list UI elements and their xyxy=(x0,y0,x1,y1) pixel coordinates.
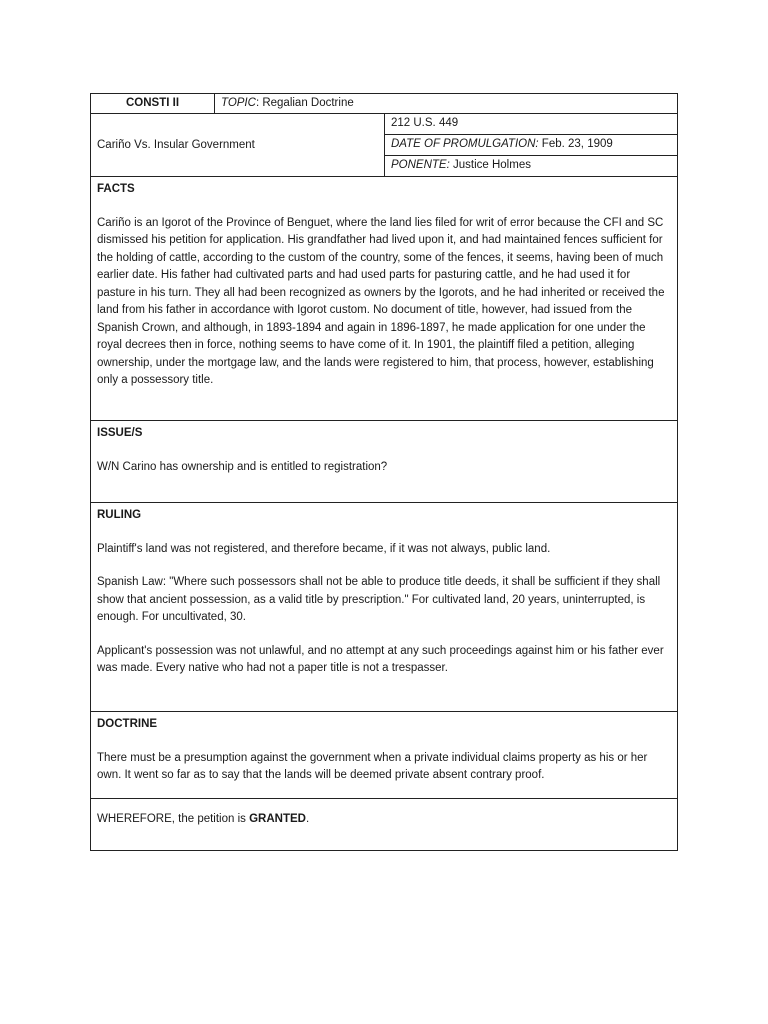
disposition-verdict: GRANTED xyxy=(249,813,306,825)
disposition-period: . xyxy=(305,813,310,825)
ruling-section xyxy=(91,503,678,712)
case-digest-table xyxy=(90,93,678,851)
doctrine-heading: DOCTRINE xyxy=(97,718,158,730)
promulgation-cell xyxy=(385,135,678,156)
issue-section xyxy=(91,421,678,503)
ponente-cell xyxy=(385,156,678,177)
citation-cell xyxy=(385,114,678,135)
issue-cell xyxy=(91,421,678,503)
case-title-cell xyxy=(91,114,385,177)
facts-heading: FACTS xyxy=(97,183,135,195)
ruling-paragraph: Plaintiff's land was not registered, and therefore became, if it was not always, public land. xyxy=(97,542,551,555)
doctrine-cell xyxy=(91,712,678,799)
case-title: Cariño Vs. Insular Government xyxy=(97,138,255,151)
issue-body: W/N Carino has ownership and is entitled to registration? xyxy=(97,460,388,473)
topic-cell xyxy=(215,94,678,114)
facts-cell xyxy=(91,177,678,421)
promulgation-date: Feb. 23, 1909 xyxy=(538,138,613,150)
citation: 212 U.S. 449 xyxy=(391,117,459,129)
header-row xyxy=(91,94,678,114)
subject-label: CONSTI II xyxy=(125,97,180,109)
disposition-cell xyxy=(91,799,678,851)
subject-cell xyxy=(91,94,215,114)
facts-section xyxy=(91,177,678,421)
ruling-cell xyxy=(91,503,678,712)
doctrine-section xyxy=(91,712,678,799)
ruling-heading: RULING xyxy=(97,509,142,521)
citation-row xyxy=(91,114,678,135)
disposition-section xyxy=(91,799,678,851)
ponente-label: PONENTE: xyxy=(391,159,450,171)
disposition-text: WHEREFORE, the petition is xyxy=(97,813,250,825)
facts-body: Cariño is an Igorot of the Province of Benguet, where the land lies filed for writ of error because the CFI and SC dismissed his petition for application. His grandfather had lived upon it, and had maintained fences sufficient for the holding of cattle, according to the custom of the country, some of the fences, it seems, having been of much earlier date. His father had cultivated parts and had used parts for pasturing cattle, and he had used it for pasture in his turn. They all had been recognized as owners by the Igorots, and he had inherited or received the land from his father in accordance with Igorot custom. No document of title, however, had issued from the Spanish Crown, and although, in 1893-1894 and again in 1896-1897, he made application for one under the royal decrees then in force, nothing seems to have come of it. In 1901, the plaintiff filed a petition, alleging ownership, under the mortgage law, and the lands were registered to him, that process, however, establishing only a possessory title. xyxy=(97,216,665,386)
ruling-paragraph: Spanish Law: "Where such possessors shall not be able to produce title deeds, it shall be sufficient if they shall show that ancient possession, as a valid title by prescription." For cultivated land, 20 years, uninterrupted, is enough. For uncultivated, 30. xyxy=(97,576,661,623)
topic-label: TOPIC xyxy=(221,97,256,109)
ruling-paragraph: Applicant's possession was not unlawful, and no attempt at any such proceedings against him or his father ever was made. Every native who had not a paper title is not a trespasser. xyxy=(97,644,664,674)
topic-value: : Regalian Doctrine xyxy=(255,97,354,109)
doctrine-body: There must be a presumption against the government when a private individual claims property as his or her own. It went so far as to say that the lands will be deemed private absent contrary proof. xyxy=(97,751,648,781)
ponente-name: Justice Holmes xyxy=(449,159,531,171)
issue-heading: ISSUE/S xyxy=(97,427,143,439)
promulgation-label: DATE OF PROMULGATION: xyxy=(391,138,539,150)
